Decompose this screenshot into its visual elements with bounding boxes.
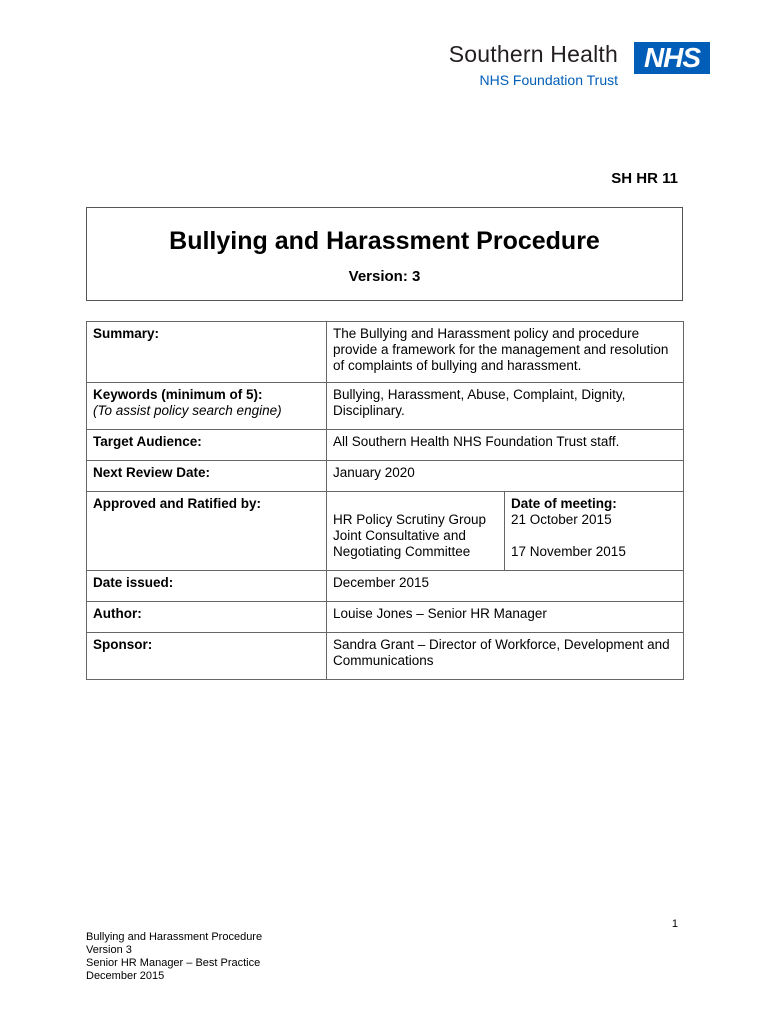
author-value: Louise Jones – Senior HR Manager: [327, 602, 684, 633]
review-value: January 2020: [327, 461, 684, 492]
meeting-dates: [504, 492, 683, 570]
table-row-sponsor: [87, 633, 684, 680]
audience-value: All Southern Health NHS Foundation Trust staff.: [327, 430, 684, 461]
document-version: Version: 3: [348, 268, 421, 285]
table-row-review: [87, 461, 684, 492]
footer-line-3: Senior HR Manager – Best Practice: [86, 957, 261, 969]
approving-body-2: Joint Consultative and Negotiating Committee: [333, 528, 471, 559]
approval-details: [327, 492, 683, 570]
footer-line-1: Bullying and Harassment Procedure: [86, 931, 263, 943]
footer-line-4: December 2015: [86, 970, 165, 982]
table-row-author: [87, 602, 684, 633]
keywords-label-cell: [87, 383, 327, 430]
meeting-date-header: Date of meeting:: [511, 496, 617, 511]
table-row-summary: [87, 322, 684, 383]
organisation-logo: [449, 40, 710, 90]
keywords-label: Keywords (minimum of 5):: [93, 387, 263, 402]
page-footer: [86, 931, 262, 983]
issued-value: December 2015: [327, 571, 684, 602]
issued-label: Date issued:: [87, 571, 327, 602]
document-code: SH HR 11: [611, 170, 678, 187]
review-label: Next Review Date:: [87, 461, 327, 492]
summary-value: The Bullying and Harassment policy and procedure provide a framework for the management and resolution of complaints of bullying and harassment.: [327, 322, 684, 383]
author-label: Author:: [87, 602, 327, 633]
sponsor-value: Sandra Grant – Director of Workforce, Development and Communications: [327, 633, 684, 680]
table-row-audience: [87, 430, 684, 461]
meeting-date-2: 17 November 2015: [511, 544, 626, 559]
logo-text: [449, 40, 618, 90]
org-subtitle: NHS Foundation Trust: [479, 72, 618, 88]
document-info-table: [86, 321, 684, 680]
approving-bodies: [327, 492, 504, 570]
title-box: [86, 207, 683, 301]
sponsor-label: Sponsor:: [87, 633, 327, 680]
summary-label: Summary:: [87, 322, 327, 383]
table-row-keywords: [87, 383, 684, 430]
table-row-approved: [87, 492, 684, 571]
page-number: 1: [671, 918, 678, 930]
table-row-issued: [87, 571, 684, 602]
document-title: Bullying and Harassment Procedure: [169, 227, 600, 255]
nhs-logo-icon: NHS: [634, 42, 710, 74]
keywords-note: (To assist policy search engine): [93, 403, 282, 418]
org-name: Southern Health: [448, 41, 618, 67]
approved-cell: [327, 492, 684, 571]
approved-label: Approved and Ratified by:: [87, 492, 327, 571]
approving-body-1: HR Policy Scrutiny Group: [333, 512, 487, 527]
footer-line-2: Version 3: [86, 944, 132, 956]
meeting-date-1: 21 October 2015: [511, 512, 612, 527]
audience-label: Target Audience:: [87, 430, 327, 461]
keywords-value: Bullying, Harassment, Abuse, Complaint, Dignity, Disciplinary.: [327, 383, 684, 430]
